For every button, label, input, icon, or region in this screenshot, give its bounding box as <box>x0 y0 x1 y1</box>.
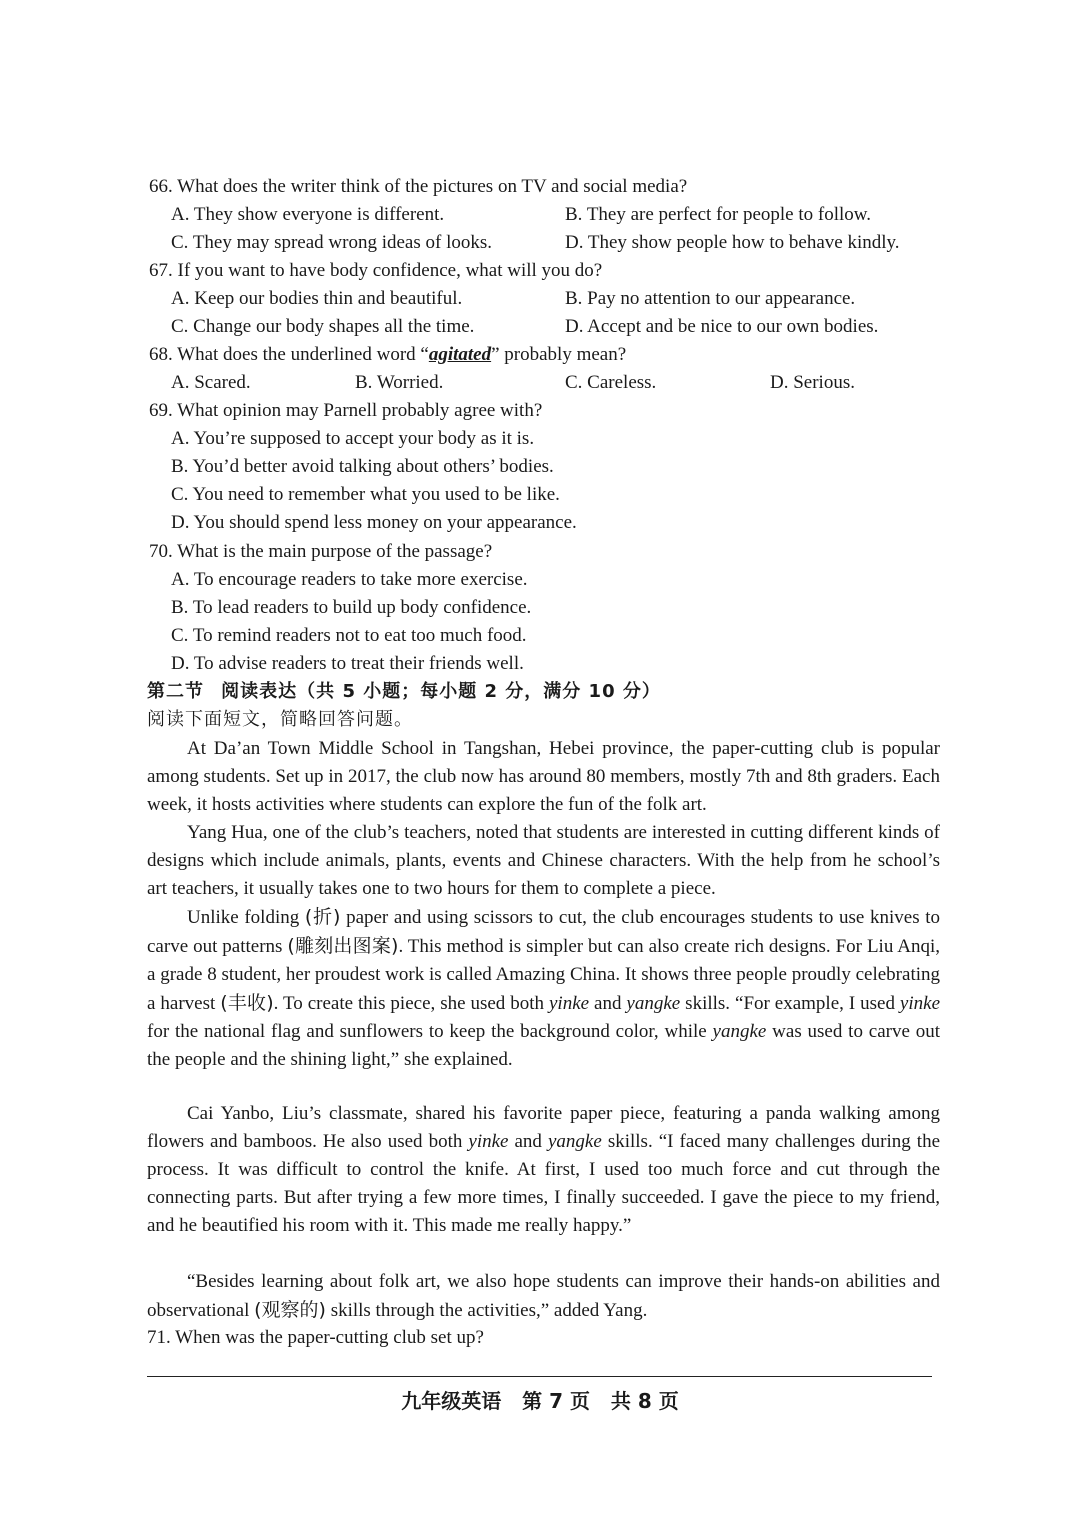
question-66-option-d: D. They show people how to behave kindly. <box>565 232 900 253</box>
question-66-option-c: C. They may spread wrong ideas of looks. <box>171 232 493 253</box>
footer-divider <box>147 1376 932 1377</box>
underlined-word: agitated <box>428 344 492 365</box>
question-71-stem: 71. When was the paper-cutting club set up? <box>147 1327 484 1348</box>
p3-text-5: and <box>589 993 627 1015</box>
p3-text-1: Unlike folding <box>187 907 305 928</box>
p3-term-yinke: yinke <box>549 993 590 1015</box>
question-67-stem: 67. If you want to have body confidence, what will you do? <box>149 260 603 281</box>
question-68-stem-post: ” probably mean? <box>491 344 627 365</box>
question-70-option-b: B. To lead readers to build up body confidence. <box>171 597 532 618</box>
question-70-option-c: C. To remind readers not to eat too much food. <box>171 625 527 646</box>
passage-paragraph-5 <box>147 1268 940 1325</box>
question-69-option-a: A. You’re supposed to accept your body as it is. <box>171 428 535 449</box>
question-68-stem <box>149 341 626 369</box>
question-69-stem: 69. What opinion may Parnell probably agree with? <box>149 400 543 421</box>
question-66-option-a: A. They show everyone is different. <box>171 204 445 225</box>
page-footer: 九年级英语 第 7 页 共 8 页 <box>401 1389 679 1413</box>
p3-text-2: paper and using scissors to cut, the club encourages students to use knives to carve out patterns <box>147 907 940 958</box>
section-heading <box>147 678 661 706</box>
question-69-option-d: D. You should spend less money on your appearance. <box>171 512 577 533</box>
section-title: 阅读表达（共 5 小题；每小题 2 分，满分 10 分） <box>221 681 661 702</box>
p3-text-6: skills. “For example, I used <box>680 993 900 1015</box>
passage-paragraph-1: At Da’an Town Middle School in Tangshan, Hebei province, the paper-cutting club is popular among students. Set up in 2017, the club now has around 80 members, mostly 7th and 8th graders. Each week, it hosts activities where students can explore the fun of the folk art. <box>147 738 940 816</box>
p3-gloss-carve: (雕刻出图案) <box>287 935 399 958</box>
p3-term-yangke-2: yangke <box>712 1021 767 1043</box>
p5-text-1: “Besides learning about folk art, we also hope students can improve their hands-on abilities and observational <box>147 1271 940 1322</box>
question-67-option-c: C. Change our body shapes all the time. <box>171 316 475 337</box>
p3-gloss-harvest: (丰收) <box>220 992 274 1015</box>
p4-term-yangke: yangke <box>547 1131 602 1153</box>
p3-text-3: . This method is simpler but can also create rich designs. For Liu Anqi, a grade 8 student, her proudest work is called Amazing China. It shows three people proudly celebrating a harvest <box>147 936 940 1015</box>
question-66-stem: 66. What does the writer think of the pictures on TV and social media? <box>149 176 688 197</box>
question-67-option-d: D. Accept and be nice to our own bodies. <box>565 316 879 337</box>
question-70-option-a: A. To encourage readers to take more exercise. <box>171 569 528 590</box>
passage-paragraph-3 <box>147 903 940 1075</box>
p4-term-yinke: yinke <box>468 1131 509 1153</box>
p5-text-2: skills through the activities,” added Yang. <box>325 1300 648 1322</box>
p3-text-8: was used to carve out the people and the shining light,” she explained. <box>147 1021 940 1071</box>
question-68-option-b: B. Worried. <box>355 372 444 393</box>
p4-text-1: Cai Yanbo, Liu’s classmate, shared his favorite paper piece, featuring a panda walking among flowers and bamboos. He also used both <box>147 1103 940 1153</box>
p3-text-7: for the national flag and sunflowers to keep the background color, while <box>147 1021 713 1043</box>
question-67-option-b: B. Pay no attention to our appearance. <box>565 288 856 309</box>
question-68-stem-pre: 68. What does the underlined word “ <box>149 344 429 365</box>
p3-text-4: . To create this piece, she used both <box>273 993 549 1015</box>
question-69-option-b: B. You’d better avoid talking about others’ bodies. <box>171 456 554 477</box>
question-68-option-a: A. Scared. <box>171 372 251 393</box>
section-instruction: 阅读下面短文，简略回答问题。 <box>147 709 413 730</box>
p3-term-yinke-2: yinke <box>899 993 940 1015</box>
section-number: 第二节 <box>147 681 204 702</box>
p4-text-3: skills. “I faced many challenges during the process. It was difficult to control the knife. At first, I used too much force and cut through the connecting parts. But after trying a few more times, I finally succeeded. I gave the piece to my friend, and he beautified his room with it. This made me really happy.” <box>147 1131 941 1237</box>
p5-gloss-observational: (观察的) <box>254 1299 326 1322</box>
p3-gloss-fold: (折) <box>304 906 341 928</box>
passage-paragraph-2: Yang Hua, one of the club’s teachers, noted that students are interested in cutting different kinds of designs which include animals, plants, events and Chinese characters. With the help from he school’s art teachers, it usually takes one to two hours for them to complete a piece. <box>147 822 940 900</box>
question-69-option-c: C. You need to remember what you used to be like. <box>171 484 560 505</box>
p4-text-2: and <box>508 1131 548 1153</box>
p3-term-yangke: yangke <box>626 993 681 1015</box>
question-70-option-d: D. To advise readers to treat their friends well. <box>171 653 524 674</box>
passage-paragraph-4 <box>147 1100 940 1240</box>
question-70-stem: 70. What is the main purpose of the passage? <box>149 541 493 562</box>
question-67-option-a: A. Keep our bodies thin and beautiful. <box>171 288 463 309</box>
question-68-option-c: C. Careless. <box>565 372 657 393</box>
question-68-option-d: D. Serious. <box>770 372 855 393</box>
question-66-option-b: B. They are perfect for people to follow. <box>565 204 871 225</box>
